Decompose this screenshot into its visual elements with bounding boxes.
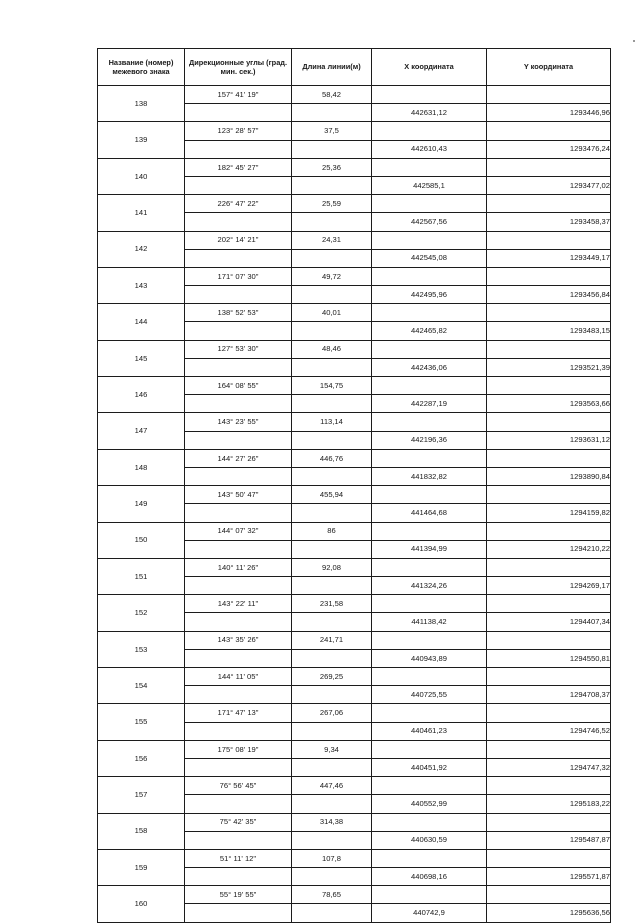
x-coordinate-cell: 440630,59	[372, 831, 487, 849]
line-length-cell: 267,06	[292, 704, 372, 722]
direction-angle-cell: 175° 08' 19"	[185, 740, 292, 758]
line-length-cell	[292, 540, 372, 558]
line-length-cell: 314,38	[292, 813, 372, 831]
direction-angle-cell	[185, 358, 292, 376]
y-coordinate-cell	[487, 267, 611, 285]
y-coordinate-cell	[487, 158, 611, 176]
line-length-cell	[292, 467, 372, 485]
y-coordinate-cell	[487, 595, 611, 613]
table-row	[98, 668, 611, 686]
x-coordinate-cell: 442610,43	[372, 140, 487, 158]
direction-angle-cell: 144° 11' 05"	[185, 668, 292, 686]
direction-angle-cell: 171° 47' 13"	[185, 704, 292, 722]
x-coordinate-cell	[372, 777, 487, 795]
y-coordinate-cell: 1293477,02	[487, 176, 611, 194]
y-coordinate-cell	[487, 813, 611, 831]
x-coordinate-cell	[372, 558, 487, 576]
direction-angle-cell: 127° 53' 30"	[185, 340, 292, 358]
line-length-cell: 92,08	[292, 558, 372, 576]
table-row	[98, 631, 611, 649]
direction-angle-cell: 123° 28' 57"	[185, 122, 292, 140]
table-row	[98, 595, 611, 613]
line-length-cell: 231,58	[292, 595, 372, 613]
y-coordinate-cell: 1294407,34	[487, 613, 611, 631]
direction-angle-cell	[185, 104, 292, 122]
table-row	[98, 886, 611, 904]
table-row	[98, 449, 611, 467]
direction-angle-cell	[185, 540, 292, 558]
x-coordinate-cell: 442287,19	[372, 395, 487, 413]
direction-angle-cell: 202° 14' 21"	[185, 231, 292, 249]
x-coordinate-cell	[372, 267, 487, 285]
table-row	[98, 813, 611, 831]
x-coordinate-cell: 441324,26	[372, 577, 487, 595]
point-name-cell: 155	[98, 704, 185, 740]
x-coordinate-cell: 442465,82	[372, 322, 487, 340]
x-coordinate-cell: 440552,99	[372, 795, 487, 813]
x-coordinate-cell	[372, 668, 487, 686]
y-coordinate-cell	[487, 449, 611, 467]
header-direction-angle: Дирекционные углы (град. мин. сек.)	[185, 49, 292, 86]
direction-angle-cell: 51° 11' 12"	[185, 849, 292, 867]
line-length-cell: 446,76	[292, 449, 372, 467]
x-coordinate-cell: 440725,55	[372, 686, 487, 704]
direction-angle-cell	[185, 395, 292, 413]
y-coordinate-cell: 1295636,56	[487, 904, 611, 922]
x-coordinate-cell	[372, 122, 487, 140]
y-coordinate-cell	[487, 522, 611, 540]
point-name-cell: 139	[98, 122, 185, 158]
table-body	[98, 86, 611, 923]
line-length-cell	[292, 722, 372, 740]
x-coordinate-cell	[372, 486, 487, 504]
line-length-cell: 78,65	[292, 886, 372, 904]
y-coordinate-cell: 1293631,12	[487, 431, 611, 449]
x-coordinate-cell	[372, 413, 487, 431]
table-row	[98, 304, 611, 322]
y-coordinate-cell	[487, 849, 611, 867]
direction-angle-cell: 144° 27' 26"	[185, 449, 292, 467]
point-name-cell: 140	[98, 158, 185, 194]
direction-angle-cell	[185, 213, 292, 231]
direction-angle-cell: 76° 56' 45"	[185, 777, 292, 795]
line-length-cell: 25,36	[292, 158, 372, 176]
x-coordinate-cell	[372, 377, 487, 395]
point-name-cell: 160	[98, 886, 185, 922]
line-length-cell	[292, 868, 372, 886]
y-coordinate-cell	[487, 631, 611, 649]
line-length-cell	[292, 140, 372, 158]
line-length-cell: 154,75	[292, 377, 372, 395]
x-coordinate-cell	[372, 304, 487, 322]
point-name-cell: 151	[98, 558, 185, 594]
direction-angle-cell	[185, 286, 292, 304]
line-length-cell	[292, 176, 372, 194]
direction-angle-cell: 143° 23' 55"	[185, 413, 292, 431]
header-point-name: Название (номер) межевого знака	[98, 49, 185, 86]
y-coordinate-cell: 1293449,17	[487, 249, 611, 267]
y-coordinate-cell: 1294747,32	[487, 758, 611, 776]
y-coordinate-cell	[487, 377, 611, 395]
line-length-cell	[292, 613, 372, 631]
y-coordinate-cell	[487, 777, 611, 795]
point-name-cell: 154	[98, 668, 185, 704]
table-row	[98, 195, 611, 213]
x-coordinate-cell: 440698,16	[372, 868, 487, 886]
line-length-cell: 24,31	[292, 231, 372, 249]
point-name-cell: 145	[98, 340, 185, 376]
y-coordinate-cell: 1293483,15	[487, 322, 611, 340]
x-coordinate-cell: 440461,23	[372, 722, 487, 740]
direction-angle-cell: 157° 41' 19"	[185, 86, 292, 104]
y-coordinate-cell: 1295487,87	[487, 831, 611, 849]
table-row	[98, 86, 611, 104]
x-coordinate-cell	[372, 813, 487, 831]
table-row	[98, 849, 611, 867]
scan-dot	[633, 40, 635, 42]
header-y-coordinate: Y координата	[487, 49, 611, 86]
table-row	[98, 522, 611, 540]
point-name-cell: 144	[98, 304, 185, 340]
point-name-cell: 143	[98, 267, 185, 303]
line-length-cell	[292, 322, 372, 340]
x-coordinate-cell: 440943,89	[372, 649, 487, 667]
y-coordinate-cell	[487, 704, 611, 722]
line-length-cell: 40,01	[292, 304, 372, 322]
x-coordinate-cell: 441464,68	[372, 504, 487, 522]
direction-angle-cell: 226° 47' 22"	[185, 195, 292, 213]
y-coordinate-cell: 1294159,82	[487, 504, 611, 522]
x-coordinate-cell	[372, 522, 487, 540]
point-name-cell: 152	[98, 595, 185, 631]
direction-angle-cell: 143° 50' 47"	[185, 486, 292, 504]
y-coordinate-cell	[487, 122, 611, 140]
line-length-cell	[292, 249, 372, 267]
x-coordinate-cell	[372, 340, 487, 358]
point-name-cell: 146	[98, 377, 185, 413]
direction-angle-cell	[185, 504, 292, 522]
y-coordinate-cell: 1294746,52	[487, 722, 611, 740]
line-length-cell: 37,5	[292, 122, 372, 140]
x-coordinate-cell: 442436,06	[372, 358, 487, 376]
y-coordinate-cell	[487, 231, 611, 249]
point-name-cell: 157	[98, 777, 185, 813]
direction-angle-cell: 55° 19' 55"	[185, 886, 292, 904]
y-coordinate-cell	[487, 86, 611, 104]
y-coordinate-cell	[487, 668, 611, 686]
x-coordinate-cell	[372, 195, 487, 213]
point-name-cell: 149	[98, 486, 185, 522]
point-name-cell: 156	[98, 740, 185, 776]
x-coordinate-cell: 441138,42	[372, 613, 487, 631]
direction-angle-cell	[185, 140, 292, 158]
y-coordinate-cell	[487, 413, 611, 431]
direction-angle-cell	[185, 613, 292, 631]
direction-angle-cell	[185, 758, 292, 776]
table-row	[98, 558, 611, 576]
y-coordinate-cell: 1294210,22	[487, 540, 611, 558]
direction-angle-cell: 182° 45' 27"	[185, 158, 292, 176]
direction-angle-cell: 143° 35' 26"	[185, 631, 292, 649]
y-coordinate-cell: 1294708,37	[487, 686, 611, 704]
point-name-cell: 148	[98, 449, 185, 485]
direction-angle-cell	[185, 431, 292, 449]
line-length-cell	[292, 686, 372, 704]
line-length-cell: 25,59	[292, 195, 372, 213]
y-coordinate-cell: 1293446,96	[487, 104, 611, 122]
line-length-cell	[292, 395, 372, 413]
point-name-cell: 138	[98, 86, 185, 122]
x-coordinate-cell	[372, 849, 487, 867]
line-length-cell	[292, 504, 372, 522]
point-name-cell: 159	[98, 849, 185, 885]
direction-angle-cell	[185, 176, 292, 194]
x-coordinate-cell	[372, 704, 487, 722]
x-coordinate-cell: 442585,1	[372, 176, 487, 194]
line-length-cell	[292, 358, 372, 376]
y-coordinate-cell	[487, 740, 611, 758]
direction-angle-cell	[185, 795, 292, 813]
line-length-cell	[292, 577, 372, 595]
point-name-cell: 153	[98, 631, 185, 667]
y-coordinate-cell: 1295571,87	[487, 868, 611, 886]
x-coordinate-cell: 440742,9	[372, 904, 487, 922]
line-length-cell: 447,46	[292, 777, 372, 795]
point-name-cell: 141	[98, 195, 185, 231]
y-coordinate-cell: 1294269,17	[487, 577, 611, 595]
line-length-cell	[292, 831, 372, 849]
direction-angle-cell: 75° 42' 35"	[185, 813, 292, 831]
line-length-cell: 58,42	[292, 86, 372, 104]
table-row	[98, 704, 611, 722]
x-coordinate-cell: 442545,08	[372, 249, 487, 267]
y-coordinate-cell: 1293456,84	[487, 286, 611, 304]
x-coordinate-cell	[372, 631, 487, 649]
x-coordinate-cell: 442567,56	[372, 213, 487, 231]
line-length-cell: 455,94	[292, 486, 372, 504]
x-coordinate-cell: 442196,36	[372, 431, 487, 449]
header-x-coordinate: X координата	[372, 49, 487, 86]
y-coordinate-cell: 1293476,24	[487, 140, 611, 158]
line-length-cell	[292, 104, 372, 122]
line-length-cell: 48,46	[292, 340, 372, 358]
x-coordinate-cell	[372, 886, 487, 904]
direction-angle-cell: 164° 08' 55"	[185, 377, 292, 395]
y-coordinate-cell: 1293521,39	[487, 358, 611, 376]
table-row	[98, 377, 611, 395]
y-coordinate-cell: 1295183,22	[487, 795, 611, 813]
x-coordinate-cell	[372, 158, 487, 176]
table-row	[98, 267, 611, 285]
line-length-cell	[292, 758, 372, 776]
x-coordinate-cell: 442631,12	[372, 104, 487, 122]
point-name-cell: 150	[98, 522, 185, 558]
table-row	[98, 122, 611, 140]
y-coordinate-cell	[487, 304, 611, 322]
table-row	[98, 158, 611, 176]
line-length-cell: 49,72	[292, 267, 372, 285]
x-coordinate-cell: 441832,82	[372, 467, 487, 485]
line-length-cell	[292, 649, 372, 667]
x-coordinate-cell: 442495,96	[372, 286, 487, 304]
table-row	[98, 231, 611, 249]
line-length-cell	[292, 286, 372, 304]
direction-angle-cell: 138° 52' 53"	[185, 304, 292, 322]
table-row	[98, 413, 611, 431]
table-row	[98, 740, 611, 758]
line-length-cell: 269,25	[292, 668, 372, 686]
y-coordinate-cell	[487, 195, 611, 213]
x-coordinate-cell	[372, 231, 487, 249]
x-coordinate-cell: 440451,92	[372, 758, 487, 776]
boundary-coordinates-table	[97, 48, 611, 923]
header-line-length: Длина линии(м)	[292, 49, 372, 86]
direction-angle-cell	[185, 649, 292, 667]
direction-angle-cell	[185, 722, 292, 740]
direction-angle-cell	[185, 686, 292, 704]
y-coordinate-cell: 1293563,66	[487, 395, 611, 413]
line-length-cell: 241,71	[292, 631, 372, 649]
direction-angle-cell	[185, 904, 292, 922]
direction-angle-cell	[185, 868, 292, 886]
direction-angle-cell	[185, 467, 292, 485]
line-length-cell: 113,14	[292, 413, 372, 431]
y-coordinate-cell	[487, 340, 611, 358]
x-coordinate-cell	[372, 740, 487, 758]
direction-angle-cell: 140° 11' 26"	[185, 558, 292, 576]
direction-angle-cell	[185, 831, 292, 849]
point-name-cell: 142	[98, 231, 185, 267]
y-coordinate-cell: 1293890,84	[487, 467, 611, 485]
line-length-cell: 107,8	[292, 849, 372, 867]
direction-angle-cell	[185, 249, 292, 267]
x-coordinate-cell	[372, 449, 487, 467]
table-row	[98, 340, 611, 358]
table-row	[98, 777, 611, 795]
direction-angle-cell	[185, 322, 292, 340]
y-coordinate-cell	[487, 486, 611, 504]
y-coordinate-cell: 1294550,81	[487, 649, 611, 667]
direction-angle-cell: 171° 07' 30"	[185, 267, 292, 285]
line-length-cell	[292, 431, 372, 449]
point-name-cell: 158	[98, 813, 185, 849]
y-coordinate-cell	[487, 558, 611, 576]
direction-angle-cell	[185, 577, 292, 595]
line-length-cell: 86	[292, 522, 372, 540]
line-length-cell	[292, 795, 372, 813]
x-coordinate-cell	[372, 595, 487, 613]
y-coordinate-cell	[487, 886, 611, 904]
x-coordinate-cell	[372, 86, 487, 104]
point-name-cell: 147	[98, 413, 185, 449]
line-length-cell	[292, 213, 372, 231]
direction-angle-cell: 143° 22' 11"	[185, 595, 292, 613]
direction-angle-cell: 144° 07' 32"	[185, 522, 292, 540]
table-row	[98, 486, 611, 504]
y-coordinate-cell: 1293458,37	[487, 213, 611, 231]
x-coordinate-cell: 441394,99	[372, 540, 487, 558]
line-length-cell	[292, 904, 372, 922]
table-header-row	[98, 49, 611, 86]
line-length-cell: 9,34	[292, 740, 372, 758]
